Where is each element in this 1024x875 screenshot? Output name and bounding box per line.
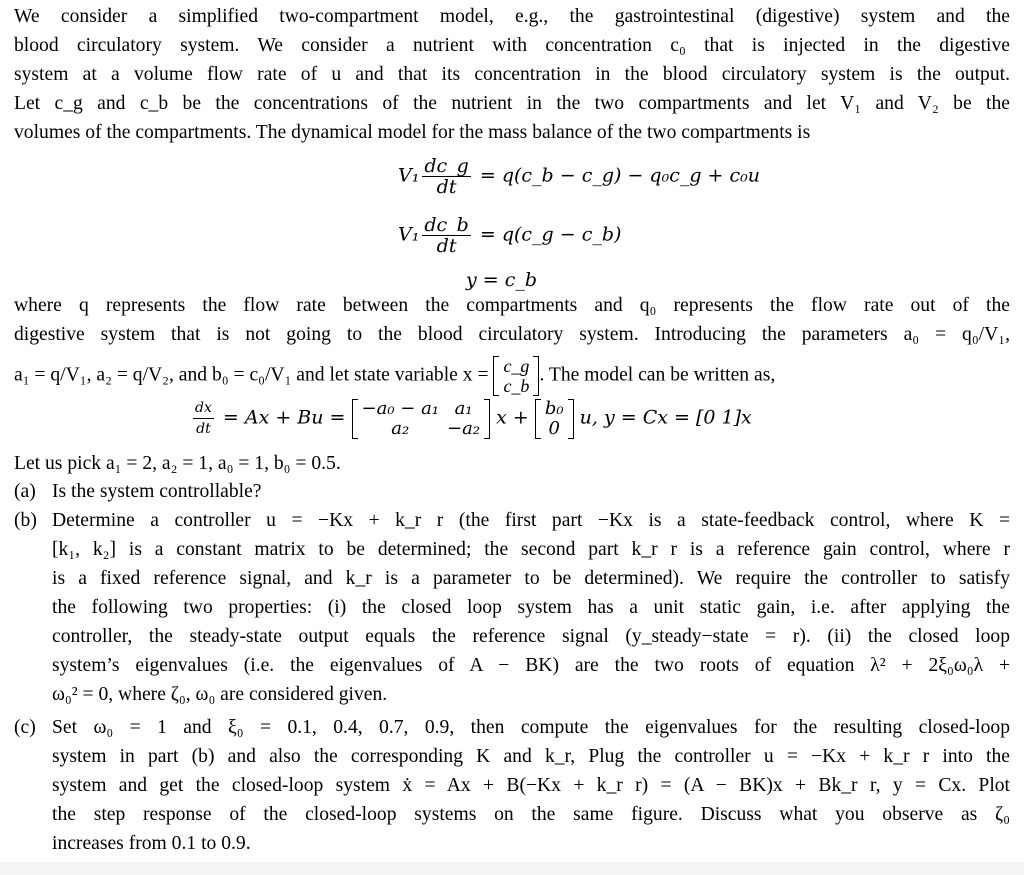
question-b-line-6: system’s eigenvalues (i.e. the eigenvalues of A − BK) are the two roots of equation λ² + 2ξ₀ω₀λ + [52,655,1010,676]
eq1-coeff: V₁ [398,164,420,187]
state-space-x-plus: x + [496,406,529,429]
question-c-line-4: the step response of the closed-loop systems on the same figure. Discuss what you observe as ζ₀ [52,804,1010,825]
matrix-A-11: −a₀ − a₁ [361,397,440,419]
eq1-denominator: dt [436,176,457,198]
matrix-B [535,399,574,439]
eq2-numerator: dc_b [424,214,469,236]
state-vector-bottom: c_b [503,376,530,396]
eq2-fraction [422,215,470,256]
question-c-line-3: system and get the closed-loop system ẋ = Ax + B(−Kx + k_r r) = (A − BK)x + Bk_r r, y = Cx. Plot [52,775,1010,796]
question-a-label: (a) [14,481,36,502]
question-c-line-2: system in part (b) and also the corresponding K and k_r, Plug the controller u = −Kx + k_r r into the [52,746,1010,767]
intro-line-2: blood circulatory system. We consider a nutrient with concentration c₀ that is injected in the digestive [14,35,1010,56]
eq1-numerator: dc_g [424,155,469,177]
equation-output: y = c_b [466,269,538,291]
params-line-1: where q represents the flow rate between the compartments and q₀ represents the flow rate out of the [14,295,1010,316]
intro-line-4: Let c_g and c_b be the concentrations of the nutrient in the two compartments and let V₁ and V₂ be the [14,93,1010,114]
params-line-2: digestive system that is not going to the blood circulatory system. Introducing the parameters a₀ = q₀/V₁, [14,324,1010,345]
state-space-mid: = Ax + Bu = [222,406,346,429]
state-vector [493,356,539,396]
dxdt-denominator: dt [196,421,211,437]
eq2-denominator: dt [436,235,457,257]
intro-line-1: We consider a simplified two-compartment model, e.g., the gastrointestinal (digestive) system and the [14,6,1010,27]
eq2-rhs: = q(c_g − c_b) [479,223,622,246]
equation-mass-balance-2 [398,215,621,256]
question-b-line-5: controller, the steady-state output equals the reference signal (y_steady−state = r). (ii) the closed loop [52,626,1010,647]
intro-line-5: volumes of the compartments. The dynamical model for the mass balance of the two compartments is [14,122,811,143]
param-text-after: . The model can be written as, [539,364,776,386]
state-space-equation [190,398,752,439]
question-c-line-1: Set ω₀ = 1 and ξ₀ = 0.1, 0.4, 0.7, 0.9, then compute the eigenvalues for the resulting closed-loop [52,717,1010,738]
question-b-line-4: the following two properties: (i) the closed loop system has a unit static gain, i.e. after applying the [52,597,1010,618]
equation-mass-balance-1 [398,156,760,197]
param-text-before: a₁ = q/V₁, a₂ = q/V₂, and b₀ = c₀/V₁ and let state variable x = [14,364,489,386]
dxdt-fraction [193,398,214,439]
question-c-line-5: increases from 0.1 to 0.9. [52,833,251,854]
question-b-line-7: ω₀² = 0, where ζ₀, ω₀ are considered given. [52,684,388,705]
question-b-line-3: is a fixed reference signal, and k_r is a parameter to be determined). We require the controller to satisfy [52,568,1010,589]
matrix-A-21: a₂ [391,417,410,439]
page-bottom-band [0,862,1024,875]
state-vector-top: c_g [503,356,530,376]
matrix-A-22: −a₂ [447,417,481,439]
question-b-line-1: Determine a controller u = −Kx + k_r r (the first part −Kx is a state-feedback control, where K = [52,510,1010,531]
question-b-line-2: [k₁, k₂] is a constant matrix to be determined; the second part k_r r is a reference gain control, where r [52,539,1010,560]
matrix-A-12: a₁ [454,397,473,419]
parameter-values-line: Let us pick a₁ = 2, a₂ = 1, a₀ = 1, b₀ = 0.5. [14,453,341,474]
intro-line-3: system at a volume flow rate of u and that its concentration in the blood circulatory system is the output. [14,64,1010,85]
matrix-B-1: b₀ [544,397,564,419]
question-a-text: Is the system controllable? [52,481,262,502]
question-c-label: (c) [14,717,36,738]
eq1-fraction [422,156,470,197]
eq1-rhs: = q(c_b − c_g) − q₀c_g + c₀u [479,164,760,187]
eq2-coeff: V₁ [398,223,420,246]
state-space-tail: u, y = Cx = [0 1]x [579,406,752,429]
question-b-label: (b) [14,510,37,531]
params-line-3 [14,356,1010,396]
matrix-A [352,399,491,439]
matrix-B-2: 0 [548,417,560,439]
dxdt-numerator: dx [193,398,214,419]
